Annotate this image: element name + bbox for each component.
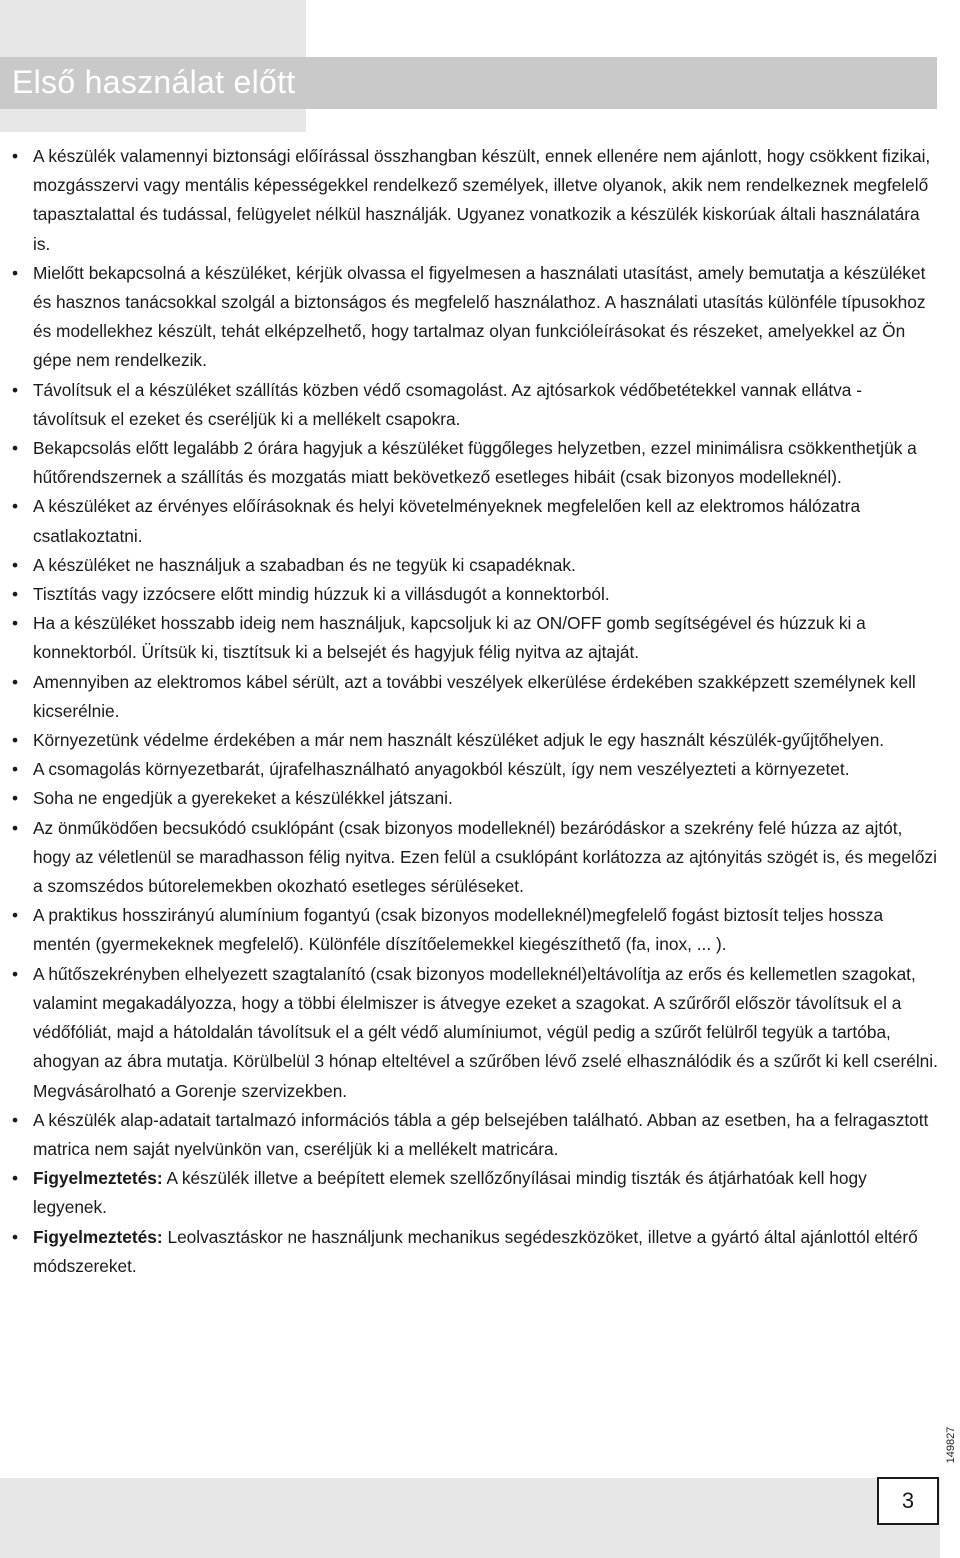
list-item-text: Mielőtt bekapcsolná a készüléket, kérjük olvassa el figyelmesen a használati utasítást, amely bemutatja a készüléket és hasznos tanácsokkal szolgál a biztonságos és megfelelő használathoz. A használati utasítás különféle típusokhoz és modellekhez készült, tehát elképzelhető, hogy tartalmaz olyan funkcióleírásokat és részeket, amelyekkel az Ön gépe nem rendelkezik.	[33, 262, 926, 371]
list-item-text: A készülék alap-adatait tartalmazó információs tábla a gép belsejében található. Abban az esetben, ha a felragasztott matrica nem saját nyelvünkön van, cseréljük ki a mellékelt matricára.	[33, 1109, 929, 1159]
document-code	[943, 1420, 959, 1470]
bullet-icon: •	[11, 905, 19, 926]
list-item	[8, 142, 938, 259]
list-item-text: A készülék valamennyi biztonsági előírással összhangban készült, ennek ellenére nem ajánlott, hogy csökkent fizikai, mozgásszervi vagy mentális képességekkel rendelkező személyek, illetve olyanok, akik nem rendelkeznek megfelelő tapasztalattal és tudással, felügyelet nélkül használják. Ugyanez vonatkozik a készülék kiskorúak általi használatára is.	[33, 146, 931, 254]
list-item-text: A készüléket az érvényes előírásoknak és helyi követelményeknek megfelelően kell az elektromos hálózatra csatlakoztatni.	[33, 496, 861, 546]
list-item-text: Távolítsuk el a készüléket szállítás közben védő csomagolást. Az ajtósarkok védőbetétekkel vannak ellátva - távolítsuk el ezeket és cseréljük ki a mellékelt csapokra.	[33, 379, 862, 429]
list-item-text: A praktikus hosszirányú alumínium fogantyú (csak bizonyos modelleknél)megfelelő fogást biztosít teljes hossza mentén (gyermekeknek megfelelő). Különféle díszítőelemekkel kiegészíthető (fa, inox, ... ).	[33, 905, 884, 955]
list-item-text: A készülék illetve a beépített elemek szellőzőnyílásai mindig tiszták és átjárhatóak kell hogy legyenek.	[33, 1168, 867, 1218]
list-item-text: Ha a készüléket hosszabb ideig nem használjuk, kapcsoljuk ki az ON/OFF gomb segítségével és húzzuk ki a konnektorból. Ürítsük ki, tisztítsuk ki a belsejét és hagyjuk félig nyitva az ajtaját.	[33, 613, 866, 663]
page-number-box	[877, 1477, 939, 1525]
list-item	[8, 551, 938, 580]
bullet-icon: •	[11, 584, 19, 605]
bullet-icon: •	[11, 1226, 19, 1247]
bullet-icon: •	[11, 759, 19, 780]
list-item	[8, 1106, 938, 1164]
document-code-text: 149827	[945, 1426, 957, 1464]
list-item	[8, 755, 938, 784]
bottom-margin-band	[0, 1478, 940, 1558]
list-item	[8, 1223, 938, 1281]
list-item-text: Bekapcsolás előtt legalább 2 órára hagyjuk a készüléket függőleges helyzetben, ezzel minimálisra csökkenthetjük a hűtőrendszernek a szállítás és mozgatás miatt bekövetkező esetleges hibáit (csak bizonyos modelleknél).	[33, 438, 917, 488]
bullet-icon: •	[11, 379, 19, 400]
page-number: 3	[901, 1488, 915, 1513]
warning-label: Figyelmeztetés:	[33, 1226, 163, 1247]
list-item	[8, 901, 938, 959]
list-item-text: Az önműködően becsukódó csuklópánt (csak bizonyos modelleknél) bezáródáskor a szekrény felé húzza az ajtót, hogy az véletlenül se maradhasson félig nyitva. Ezen felül a csuklópánt korlátozza az ajtónyitás szögét is, és megelőzi a szomszédos bútorelemekben okozható esetleges sérüléseket.	[33, 817, 937, 897]
bullet-icon: •	[11, 146, 19, 166]
list-item	[8, 609, 938, 667]
list-item	[8, 1164, 938, 1222]
list-item	[8, 259, 938, 376]
list-item-text: Tisztítás vagy izzócsere előtt mindig húzzuk ki a villásdugót a konnektorból.	[33, 584, 610, 605]
bullet-icon: •	[11, 671, 19, 692]
bullet-icon: •	[11, 730, 19, 751]
warning-label: Figyelmeztetés:	[33, 1168, 163, 1189]
list-item	[8, 814, 938, 902]
list-item-text: A készüléket ne használjuk a szabadban és ne tegyük ki csapadéknak.	[33, 554, 576, 575]
bullet-icon: •	[11, 788, 19, 809]
list-item	[8, 960, 938, 1106]
bullet-icon: •	[11, 438, 19, 459]
list-item-text: Soha ne engedjük a gyerekeket a készülékkel játszani.	[33, 788, 453, 809]
list-item	[8, 434, 938, 492]
bullet-list	[8, 142, 938, 1281]
bullet-icon: •	[11, 262, 19, 283]
bullet-icon: •	[11, 1109, 19, 1130]
list-item-text: A csomagolás környezetbarát, újrafelhasználható anyagokból készült, így nem veszélyezteti a környezetet.	[33, 759, 850, 780]
bullet-icon: •	[11, 496, 19, 517]
list-item-text: Amennyiben az elektromos kábel sérült, azt a további veszélyek elkerülése érdekében szakképzett személynek kell kicserélnie.	[33, 671, 916, 721]
list-item	[8, 668, 938, 726]
bullet-icon: •	[11, 963, 19, 984]
section-title-bar	[0, 57, 937, 109]
bullet-icon: •	[11, 1168, 19, 1189]
bullet-icon: •	[11, 554, 19, 575]
list-item	[8, 376, 938, 434]
list-item-text: A hűtőszekrényben elhelyezett szagtalanító (csak bizonyos modelleknél)eltávolítja az erős és kellemetlen szagokat, valamint megakadályozza, hogy a többi élelmiszer is átvegye ezeket a szagokat. A szűrőről először távolítsuk el a védőfóliát, majd a hátoldalán távolítsuk el a gélt védő alumíniumot, végül pedig a szűrőt felülről tegyük a tartóba, ahogyan az ábra mutatja. Körülbelül 3 hónap elteltével a szűrőben lévő zselé elhasználódik és a szűrőt ki kell cserélni. Megvásárolható a Gorenje szervizekben.	[33, 963, 938, 1101]
list-item-text: Környezetünk védelme érdekében a már nem használt készüléket adjuk le egy használt készülék-gyűjtőhelyen.	[33, 730, 885, 751]
page-title: Első használat előtt	[12, 64, 296, 100]
bullet-icon: •	[11, 613, 19, 634]
list-item	[8, 726, 938, 755]
bullet-icon: •	[11, 817, 19, 838]
list-item-text: Leolvasztáskor ne használjunk mechanikus segédeszközöket, illetve a gyártó által ajánlottól eltérő módszereket.	[33, 1226, 918, 1276]
list-item	[8, 492, 938, 550]
content-area	[0, 132, 940, 1478]
list-item	[8, 784, 938, 813]
list-item	[8, 580, 938, 609]
